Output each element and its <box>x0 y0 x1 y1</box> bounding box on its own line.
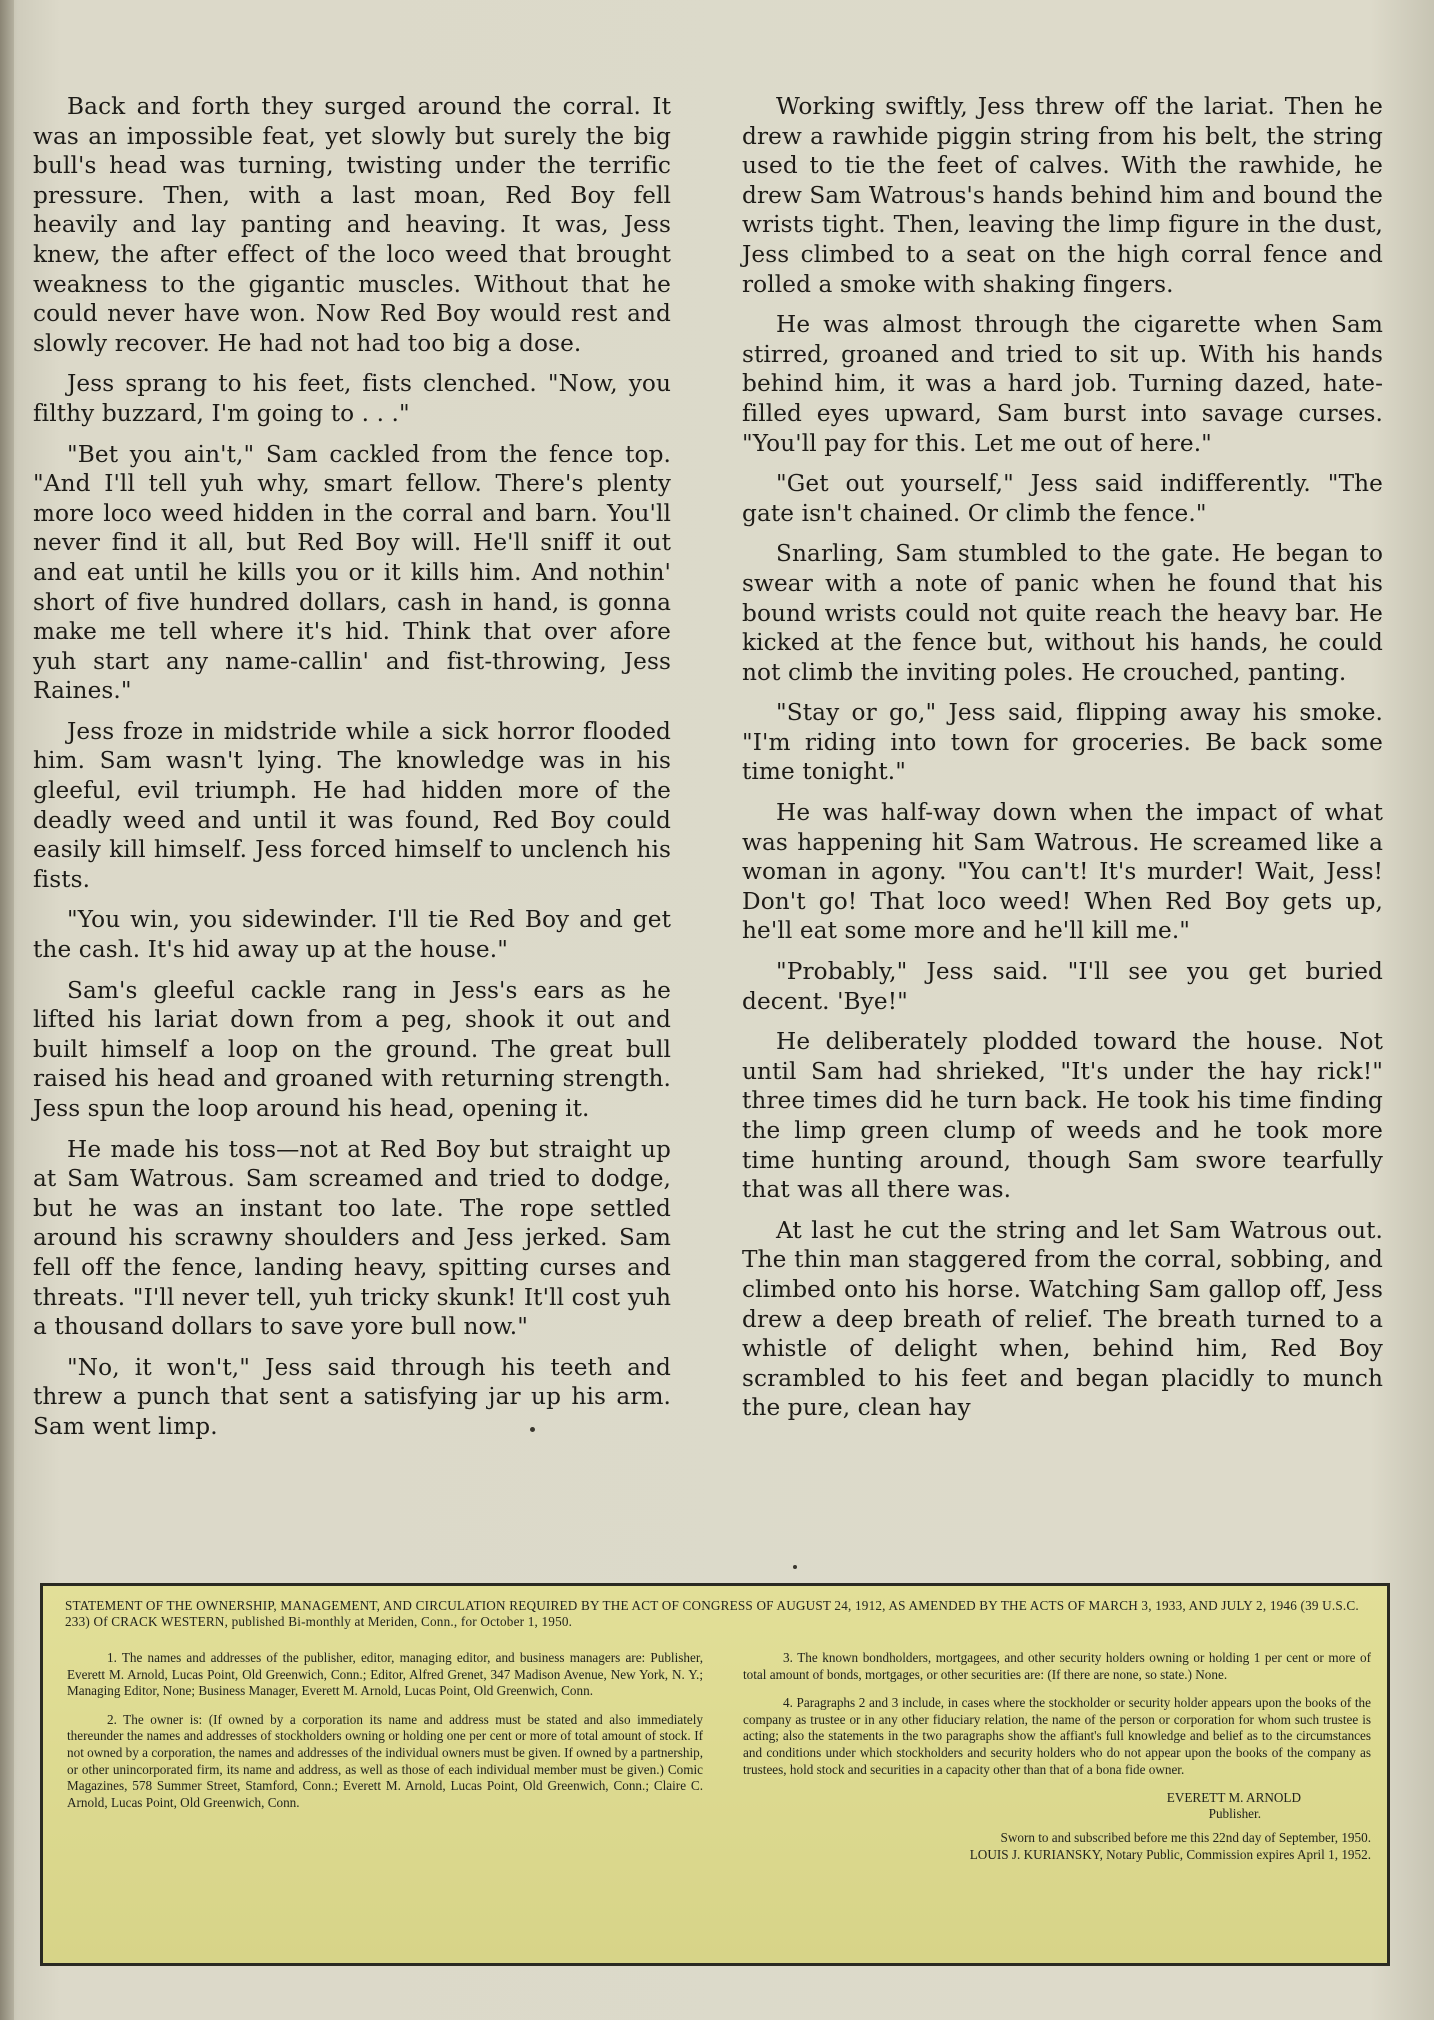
statement-column-right <box>743 1650 1371 1863</box>
signer-title: Publisher. <box>1208 1806 1261 1822</box>
sworn-line: Sworn to and subscribed before me this 22nd day of September, 1950. <box>1000 1830 1371 1846</box>
story-column-left <box>33 92 671 1453</box>
story-paragraph: Back and forth they surged around the corral. It was an impossible feat, yet slowly but surely the big bull's head was turning, twisting under the terrific pressure. Then, with a last moan, Red Boy fell heavily and lay panting and heaving. It was, Jess knew, the after effect of the loco weed that brought weakness to the gigantic muscles. Without that he could never have won. Now Red Boy would rest and slowly recover. He had not had too big a dose. <box>33 93 671 357</box>
statement-item-4: 4. Paragraphs 2 and 3 include, in cases where the stockholder or security holder appears upon the books of the company as trustee or in any other fiduciary relation, the name of the person or corporation for whom such trustee is acting; also the statements in the two paragraphs show the affiant's full knowledge and belief as to the circumstances and conditions under which stockholders and security holders who do not appear upon the books of the company as trustees, hold stock and securities in a capacity other than that of a bona fide owner. <box>743 1695 1371 1777</box>
story-paragraph: "Bet you ain't," Sam cackled from the fence top. "And I'll tell yuh why, smart fellow. There's plenty more loco weed hidden in the corral and barn. You'll never find it all, but Red Boy will. He'll sniff it out and eat until he kills you or it kills him. And nothin' short of five hundred dollars, cash in hand, is gonna make me tell where it's hid. Think that over afore yuh start any name-callin' and fist-throwing, Jess Raines." <box>33 440 671 705</box>
ink-speck <box>793 1565 797 1569</box>
signature-block <box>743 1790 1301 1822</box>
notary-line: LOUIS J. KURIANSKY, Notary Public, Commission expires April 1, 1952. <box>969 1846 1371 1862</box>
story-paragraph: He was half-way down when the impact of what was happening hit Sam Watrous. He screamed like a woman in agony. "You can't! It's murder! Wait, Jess! Don't go! That loco weed! When Red Boy gets up, he'll eat some more and he'll kill me." <box>742 799 1383 945</box>
signer-name: EVERETT M. ARNOLD <box>1166 1790 1301 1806</box>
story-paragraph: "Probably," Jess said. "I'll see you get buried decent. 'Bye!" <box>742 958 1383 1015</box>
story-paragraph: He deliberately plodded toward the house. Not until Sam had shrieked, "It's under the hay rick!" three times did he turn back. He took his time finding the limp green clump of weeds and he took more time hunting around, though Sam swore tearfully that was all there was. <box>742 1028 1383 1204</box>
story-paragraph: Working swiftly, Jess threw off the lariat. Then he drew a rawhide piggin string from his belt, the string used to tie the feet of calves. With the rawhide, he drew Sam Watrous's hands behind him and bound the wrists tight. Then, leaving the limp figure in the dust, Jess climbed to a seat on the high corral fence and rolled a smoke with shaking fingers. <box>742 93 1383 298</box>
story-paragraph: "No, it won't," Jess said through his teeth and threw a punch that sent a satisfying jar up his arm. Sam went limp. <box>33 1353 671 1440</box>
ownership-statement-box <box>40 1583 1390 1966</box>
story-paragraph: "You win, you sidewinder. I'll tie Red Boy and get the cash. It's hid away up at the house." <box>33 906 671 964</box>
story-paragraph: He was almost through the cigarette when Sam stirred, groaned and tried to sit up. With his hands behind him, it was a hard job. Turning dazed, hate-filled eyes upward, Sam burst into savage curses. "You'll pay for this. Let me out of here." <box>742 311 1383 457</box>
story-paragraph: "Stay or go," Jess said, flipping away his smoke. "I'm riding into town for groceries. Be back some time tonight." <box>742 699 1383 786</box>
statement-column-left <box>67 1650 703 1823</box>
story-column-right <box>742 92 1383 1434</box>
story-paragraph: Sam's gleeful cackle rang in Jess's ears as he lifted his lariat down from a peg, shook it out and built himself a loop on the ground. The great bull raised his head and groaned with returning strength. Jess spun the loop around his head, opening it. <box>33 976 671 1122</box>
statement-item-3: 3. The known bondholders, mortgagees, and other security holders owning or holding 1 per cent or more of total amount of bonds, mortgages, or other securities are: (If there are none, so state.) None. <box>743 1650 1371 1682</box>
story-paragraph: He made his toss—not at Red Boy but straight up at Sam Watrous. Sam screamed and tried to dodge, but he was an instant too late. The rope settled around his scrawny shoulders and Jess jerked. Sam fell off the fence, landing heavy, spitting curses and threats. "I'll never tell, yuh tricky skunk! It'll cost yuh a thousand dollars to save yore bull now." <box>33 1135 671 1341</box>
statement-item-2: 2. The owner is: (If owned by a corporation its name and address must be stated and also immediately thereunder the names and addresses of stockholders owning or holding one per cent or more of total amount of stock. If not owned by a corporation, the names and addresses of the individual owners must be given. If owned by a partnership, or other unincorporated firm, its name and address, as well as those of each individual member must be given.) Comic Magazines, 578 Summer Street, Stamford, Conn.; Everett M. Arnold, Lucas Point, Old Greenwich, Conn.; Claire C. Arnold, Lucas Point, Old Greenwich, Conn. <box>67 1711 703 1810</box>
ink-speck <box>530 1427 535 1432</box>
story-paragraph: Jess sprang to his feet, fists clenched. "Now, you filthy buzzard, I'm going to . . ." <box>33 370 671 427</box>
story-paragraph: Snarling, Sam stumbled to the gate. He began to swear with a note of panic when he found that his bound wrists could not quite reach the heavy bar. He kicked at the fence but, without his hands, he could not climb the inviting poles. He crouched, panting. <box>742 540 1383 686</box>
story-paragraph: Jess froze in midstride while a sick horror flooded him. Sam wasn't lying. The knowledge was in his gleeful, evil triumph. He had hidden more of the deadly weed and until it was found, Red Boy could easily kill himself. Jess forced himself to unclench his fists. <box>33 717 671 893</box>
statement-heading: STATEMENT OF THE OWNERSHIP, MANAGEMENT, AND CIRCULATION REQUIRED BY THE ACT OF CONGRESS OF AUGUST 24, 1912, AS AMENDED BY THE ACTS OF MARCH 3, 1933, AND JULY 2, 1946 (39 U.S.C. 233) Of CRACK WESTERN, published Bi-monthly at Meriden, Conn., for October 1, 1950. <box>65 1598 1359 1629</box>
page-spine-edge <box>0 0 14 2020</box>
story-paragraph: At last he cut the string and let Sam Watrous out. The thin man staggered from the corral, sobbing, and climbed onto his horse. Watching Sam gallop off, Jess drew a deep breath of relief. The breath turned to a whistle of delight when, behind him, Red Boy scrambled to his feet and began placidly to munch the pure, clean hay <box>742 1216 1383 1422</box>
story-paragraph: "Get out yourself," Jess said indifferently. "The gate isn't chained. Or climb the fence." <box>742 470 1383 527</box>
notary-block <box>743 1830 1371 1863</box>
statement-item-1: 1. The names and addresses of the publisher, editor, managing editor, and business managers are: Publisher, Everett M. Arnold, Lucas Point, Old Greenwich, Conn.; Editor, Alfred Grenet, 347 Madison Avenue, New York, N. Y.; Managing Editor, None; Business Manager, Everett M. Arnold, Lucas Point, Old Greenwich, Conn. <box>67 1650 703 1699</box>
